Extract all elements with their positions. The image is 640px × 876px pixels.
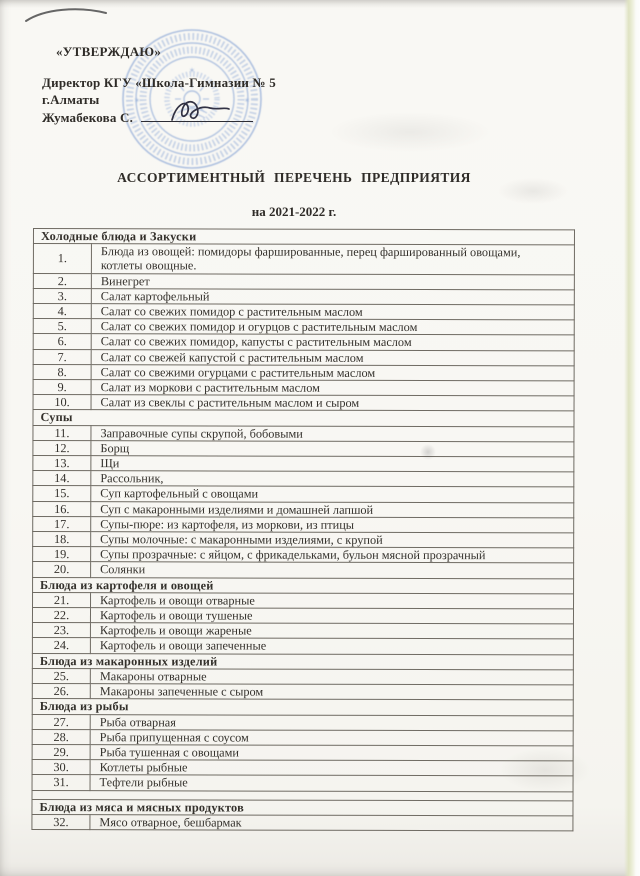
item-number: 9. [33,380,91,395]
item-number: 32. [32,814,90,829]
item-text: Картофель и овощи тушеные [90,608,573,624]
menu-item-row [33,395,574,412]
item-number: 14. [33,471,91,486]
menu-item-row [33,319,574,336]
menu-item-row [32,775,573,792]
item-number: 2. [33,273,91,288]
director-city-line: г.Алматы [42,91,100,107]
director-block [42,75,276,127]
item-text: Заправочные супы скрупой, бобовыми [91,425,574,441]
pen-mark [22,5,112,27]
document-subtitle: на 2021-2022 г. [251,204,337,219]
svg-text:✶: ✶ [133,96,141,105]
menu-item-row [32,668,573,685]
menu-item-row [33,547,574,564]
svg-text:✶: ✶ [243,96,251,105]
item-text: Винегрет [91,273,574,289]
item-number: 10. [33,395,91,410]
item-number: 1. [33,244,91,274]
menu-item-row [33,456,574,473]
section-row [33,577,574,594]
item-text: Картофель и овощи запеченные [90,638,573,654]
item-text: Салат со свежих помидор и огурцов с растительным маслом [91,319,574,335]
item-number: 26. [32,684,90,699]
signature-scribble [167,96,233,128]
item-number: 12. [33,440,91,455]
menu-item-row [32,744,573,761]
section-row [33,229,574,246]
spacer-cell [32,790,90,799]
item-number: 11. [33,425,91,440]
menu-item-row [33,592,574,609]
menu-table-body [32,229,575,831]
approve-label: «УТВЕРЖДАЮ» [56,44,162,59]
menu-item-row [33,273,574,290]
menu-item-row [32,638,573,655]
section-label: Блюда из картофеля и овощей [33,577,574,594]
menu-item-row [33,440,574,457]
item-text: Макароны отварные [90,669,573,685]
section-row [32,799,573,816]
item-text: Салат со свежими огурцами с растительным маслом [91,364,574,380]
page-edge-strip [624,0,640,876]
menu-item-row [32,684,573,701]
item-number: 7. [33,349,91,364]
menu-item-row [33,244,574,275]
item-text: Супы молочные: с макаронными изделиями, с крупой [91,532,574,548]
menu-item-row [32,714,573,731]
director-title-line: Директор КГУ «Школа-Гимназии № 5 [42,75,276,90]
menu-item-row [32,760,573,777]
menu-item-row [33,532,574,549]
item-number: 31. [32,775,90,790]
menu-item-row [33,380,574,397]
item-text: Рыба тушенная с овощами [90,745,573,761]
section-label: Холодные блюда и Закуски [33,229,574,246]
menu-item-row [33,349,574,366]
item-number: 27. [32,714,90,729]
section-label: Блюда из рыбы [32,699,573,716]
item-text: Мясо отварное, бешбармак [90,814,573,830]
section-row [33,410,574,427]
menu-item-row [33,364,574,381]
item-number: 17. [33,516,91,531]
section-label: Блюда из макаронных изделий [32,653,573,670]
item-text: Салат из моркови с растительным маслом [91,380,574,396]
item-number: 29. [32,744,90,759]
menu-item-row [33,425,574,442]
director-name: Жумабекова С. [42,110,134,125]
section-row [32,699,573,716]
item-number: 19. [33,547,91,562]
item-text: Борщ [91,440,574,456]
item-number: 18. [33,532,91,547]
item-text: Супы-пюре: из картофеля, из моркови, из птицы [91,517,574,533]
section-label: Блюда из мяса и мясных продуктов [32,799,573,816]
menu-item-row [33,288,574,305]
document-title: АССОРТИМЕНТНЫЙ ПЕРЕЧЕНЬ ПРЕДПРИЯТИЯ [117,170,471,185]
item-text: Картофель и овощи отварные [91,593,574,609]
menu-item-row [33,516,574,533]
menu-item-row [32,608,573,625]
item-text: Рыба припущенная с соусом [90,729,573,745]
item-number: 25. [32,668,90,683]
item-number: 4. [33,304,91,319]
item-text: Макароны запеченные с сыром [90,684,573,700]
item-number: 28. [32,729,90,744]
item-text: Салат со свежей капустой с растительным маслом [91,349,574,365]
item-text: Салат со свежих помидор, капусты с растительным маслом [91,334,574,350]
item-number: 22. [32,608,90,623]
menu-item-row [33,334,574,351]
item-text: Суп с макаронными изделиями и домашней лапшой [91,501,574,517]
item-text: Солянки [91,562,574,578]
item-text: Суп картофельный с овощами [91,486,574,502]
item-number: 20. [33,562,91,577]
menu-item-row [33,562,574,579]
item-number: 5. [33,319,91,334]
item-text: Салат картофельный [91,288,574,304]
item-number: 3. [33,288,91,303]
item-text: Салат из свеклы с растительным маслом и сыром [91,395,574,411]
menu-item-row [32,623,573,640]
signature-line [141,108,253,122]
item-number: 30. [32,760,90,775]
item-text: Тефтели рыбные [90,775,573,791]
item-text: Супы прозрачные: с яйцом, с фрикадельками, бульон мясной прозрачный [91,547,574,563]
item-number: 16. [33,501,91,516]
scan-smudge [330,112,490,152]
item-text: Картофель и овощи жареные [90,623,573,639]
menu-table [31,228,575,831]
item-text: Котлеты рыбные [90,760,573,776]
item-number: 6. [33,334,91,349]
section-label: Супы [33,410,574,427]
item-number: 13. [33,456,91,471]
item-text: Рыба отварная [90,714,573,730]
item-text: Щи [91,456,574,472]
item-number: 23. [32,623,90,638]
menu-item-row [33,304,574,321]
item-number: 8. [33,364,91,379]
menu-item-row [33,486,574,503]
item-number: 24. [32,638,90,653]
item-number: 15. [33,486,91,501]
section-row [32,653,573,670]
menu-item-row [33,501,574,518]
item-text: Рассольник, [91,471,574,487]
item-number: 21. [33,592,91,607]
item-text: Салат со свежих помидор с растительным маслом [91,304,574,320]
menu-item-row [32,729,573,746]
menu-item-row [33,471,574,488]
svg-text:✶: ✶ [188,66,196,75]
menu-item-row [32,814,573,831]
item-text: Блюда из овощей: помидоры фаршированные, перец фаршированный овощами, котлеты овощные. [91,244,574,275]
